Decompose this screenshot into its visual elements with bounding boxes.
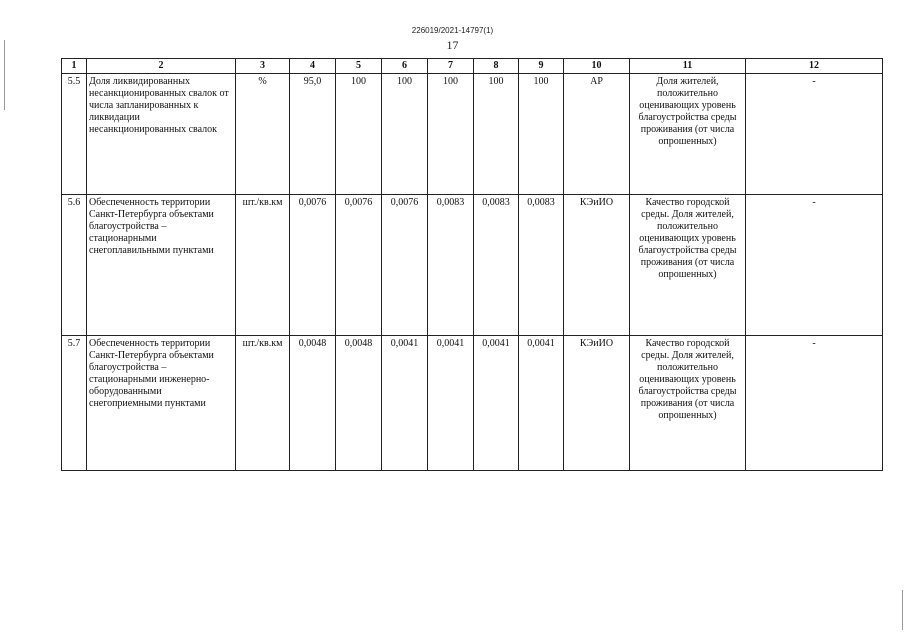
value-cell: 0,0083 (474, 195, 519, 336)
row-number: 5.6 (62, 195, 87, 336)
indicator-name: Обеспеченность территории Санкт-Петербурга объектами благоустройства – стационарными инженерно-оборудованными снегоприемными пунктами (87, 336, 236, 471)
value-cell: 100 (519, 74, 564, 195)
indicator-name: Обеспеченность территории Санкт-Петербурга объектами благоустройства – стационарными снегоплавильными пунктами (87, 195, 236, 336)
responsible-body: КЭиИО (564, 336, 630, 471)
column-header: 5 (336, 59, 382, 74)
row-number: 5.5 (62, 74, 87, 195)
value-cell: 100 (382, 74, 428, 195)
column-header: 3 (236, 59, 290, 74)
indicators-table (61, 58, 883, 471)
target-indicator: Доля жителей, положительно оценивающих уровень благоустройства среды проживания (от числа опрошенных) (630, 74, 746, 195)
column-header: 7 (428, 59, 474, 74)
value-cell: 0,0048 (336, 336, 382, 471)
target-indicator: Качество городской среды. Доля жителей, положительно оценивающих уровень благоустройства среды проживания (от числа опрошенных) (630, 336, 746, 471)
table-row (62, 336, 883, 471)
value-cell: 0,0041 (519, 336, 564, 471)
column-header: 9 (519, 59, 564, 74)
value-cell: 100 (474, 74, 519, 195)
column-header: 10 (564, 59, 630, 74)
unit-of-measure: шт./кв.км (236, 195, 290, 336)
value-cell: 95,0 (290, 74, 336, 195)
column-header: 8 (474, 59, 519, 74)
responsible-body: АР (564, 74, 630, 195)
document-registration-number: 226019/2021-14797(1) (411, 26, 494, 35)
column-header: 4 (290, 59, 336, 74)
unit-of-measure: % (236, 74, 290, 195)
value-cell: 100 (428, 74, 474, 195)
value-cell: 0,0041 (428, 336, 474, 471)
note-cell: - (746, 195, 883, 336)
value-cell: 0,0048 (290, 336, 336, 471)
table-header-row (62, 59, 883, 74)
table-row (62, 195, 883, 336)
value-cell: 0,0076 (382, 195, 428, 336)
indicator-name: Доля ликвидированных несанкционированных свалок от числа запланированных к ликвидации несанкционированных свалок (87, 74, 236, 195)
responsible-body: КЭиИО (564, 195, 630, 336)
target-indicator: Качество городской среды. Доля жителей, положительно оценивающих уровень благоустройства среды проживания (от числа опрошенных) (630, 195, 746, 336)
column-header: 6 (382, 59, 428, 74)
row-number: 5.7 (62, 336, 87, 471)
scan-edge-mark (4, 40, 5, 110)
column-header: 12 (746, 59, 883, 74)
value-cell: 0,0041 (382, 336, 428, 471)
value-cell: 0,0076 (336, 195, 382, 336)
column-header: 11 (630, 59, 746, 74)
column-header: 2 (87, 59, 236, 74)
value-cell: 100 (336, 74, 382, 195)
value-cell: 0,0076 (290, 195, 336, 336)
note-cell: - (746, 74, 883, 195)
column-header: 1 (62, 59, 87, 74)
page-number: 17 (446, 38, 459, 52)
value-cell: 0,0083 (428, 195, 474, 336)
unit-of-measure: шт./кв.км (236, 336, 290, 471)
table-row (62, 74, 883, 195)
note-cell: - (746, 336, 883, 471)
scan-edge-mark (902, 590, 903, 630)
value-cell: 0,0083 (519, 195, 564, 336)
value-cell: 0,0041 (474, 336, 519, 471)
